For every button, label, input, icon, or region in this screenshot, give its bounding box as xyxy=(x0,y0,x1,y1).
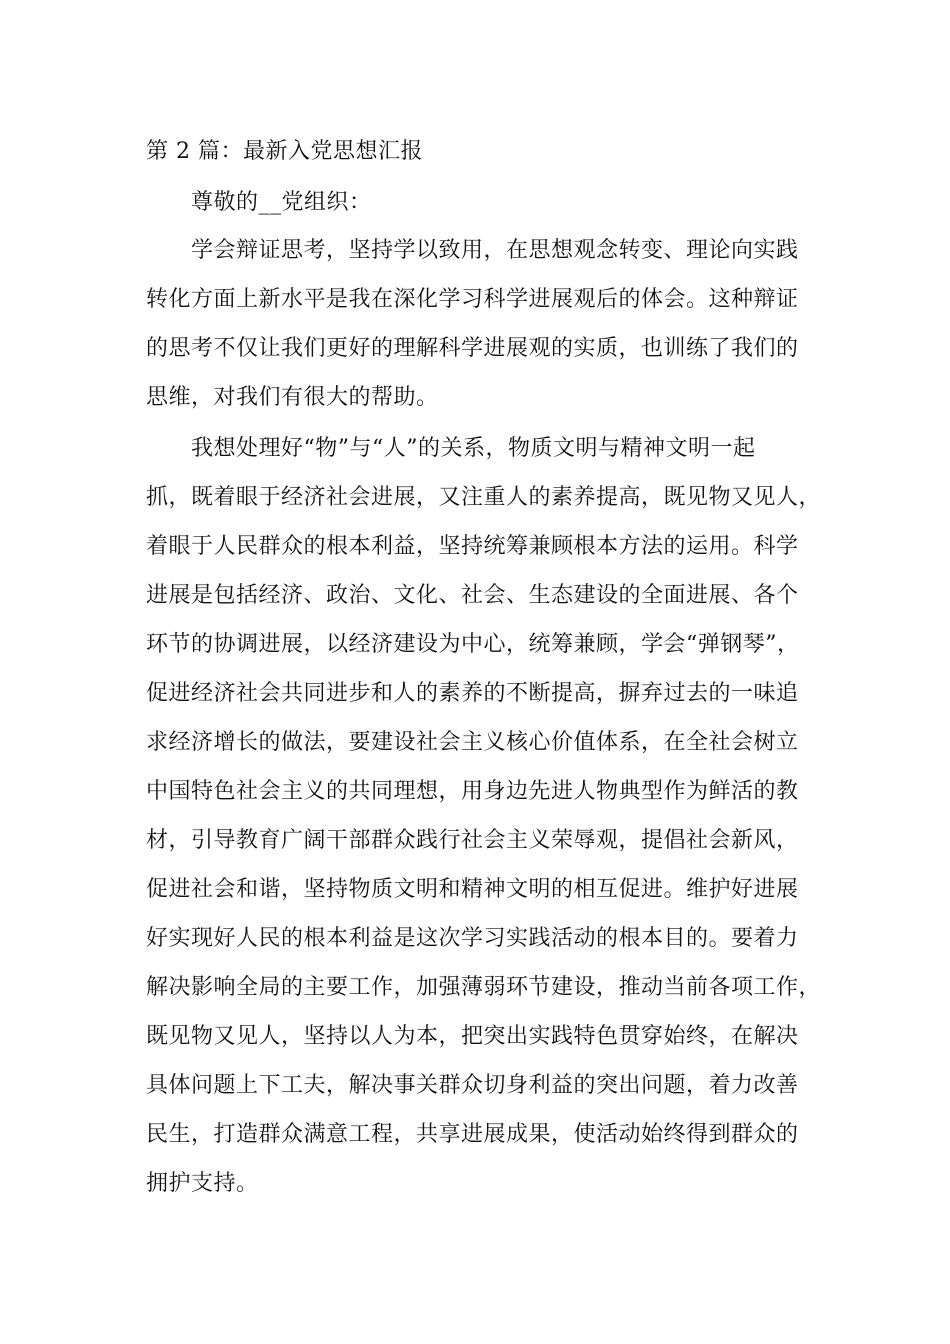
paragraph-line: 材，引导教育广阔干部群众践行社会主义荣辱观，提倡社会新风， xyxy=(146,828,799,853)
greeting: 尊敬的__党组织： xyxy=(191,190,372,215)
paragraph-line: 环节的协调进展，以经济建设为中心，统筹兼顾，学会“弹钢琴”， xyxy=(146,632,800,657)
paragraph-line: 抓，既着眼于经济社会进展，又注重人的素养提高，既见物又见人， xyxy=(146,485,822,510)
paragraph-line: 具体问题上下工夫，解决事关群众切身利益的突出问题，着力改善 xyxy=(146,1073,799,1098)
paragraph-line: 进展是包括经济、政治、文化、社会、生态建设的全面进展、各个 xyxy=(146,583,799,608)
paragraph-line: 中国特色社会主义的共同理想，用身边先进人物典型作为鲜活的教 xyxy=(146,779,799,804)
paragraph-line: 的思考不仅让我们更好的理解科学进展观的实质，也训练了我们的 xyxy=(146,336,799,361)
paragraph-line: 学会辩证思考，坚持学以致用，在思想观念转变、理论向实践 xyxy=(191,238,799,263)
paragraph-line: 我想处理好“物”与“人”的关系，物质文明与精神文明一起 xyxy=(191,436,756,461)
document-title: 第 2 篇：最新入党思想汇报 xyxy=(146,139,423,164)
paragraph-line: 民生，打造群众满意工程，共享进展成果，使活动始终得到群众的 xyxy=(146,1122,799,1147)
paragraph-line: 既见物又见人，坚持以人为本，把突出实践特色贯穿始终，在解决 xyxy=(146,1024,799,1049)
paragraph-line: 拥护支持。 xyxy=(146,1171,259,1196)
paragraph-line: 转化方面上新水平是我在深化学习科学进展观后的体会。这种辩证 xyxy=(146,287,799,312)
paragraph-line: 促进经济社会共同进步和人的素养的不断提高，摒弃过去的一味追 xyxy=(146,681,799,706)
paragraph-line: 着眼于人民群众的根本利益，坚持统筹兼顾根本方法的运用。科学 xyxy=(146,534,799,559)
paragraph-line: 求经济增长的做法，要建设社会主义核心价值体系，在全社会树立 xyxy=(146,730,799,755)
paragraph-line: 促进社会和谐，坚持物质文明和精神文明的相互促进。维护好进展 xyxy=(146,877,799,902)
paragraph-line: 好实现好人民的根本利益是这次学习实践活动的根本目的。要着力 xyxy=(146,926,799,951)
paragraph-line: 解决影响全局的主要工作，加强薄弱环节建设，推动当前各项工作， xyxy=(146,975,822,1000)
paragraph-line: 思维，对我们有很大的帮助。 xyxy=(146,385,439,410)
